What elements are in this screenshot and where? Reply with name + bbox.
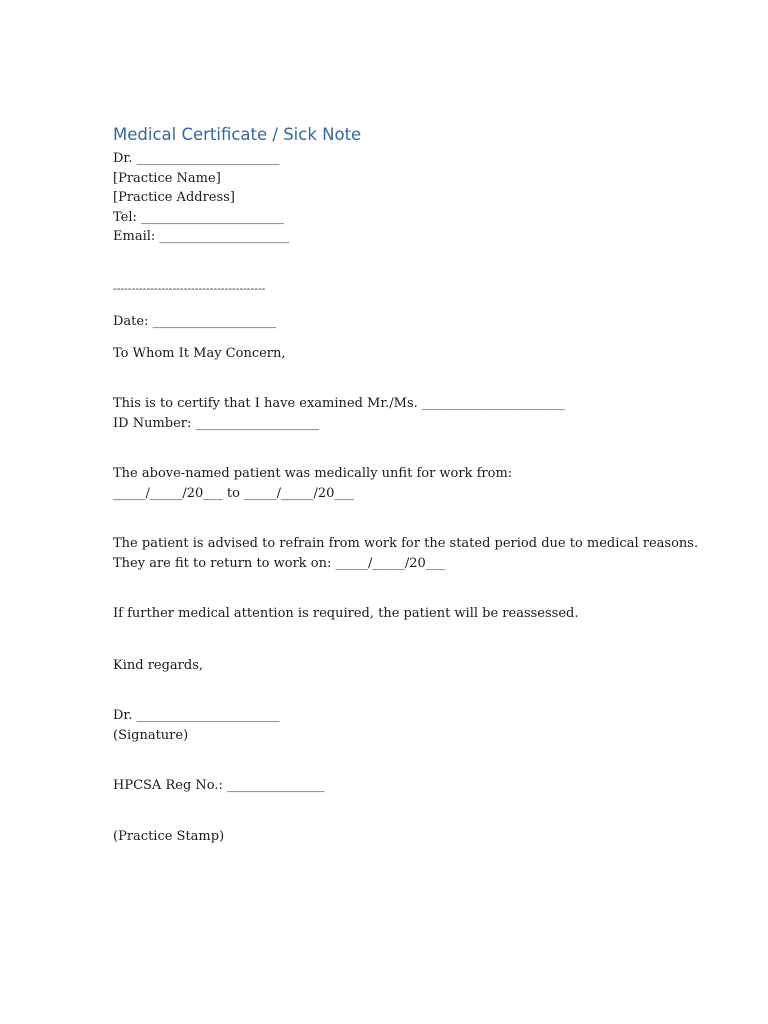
dashed-separator: ----------------------------------------- [113, 281, 266, 295]
salutation: To Whom It May Concern, [113, 345, 286, 361]
hpcsa-reg-field: HPCSA Reg No.: _______________ [113, 778, 325, 793]
document-title: Medical Certificate / Sick Note [113, 125, 362, 144]
closing-line: Kind regards, [113, 657, 204, 673]
reassess-paragraph [113, 604, 713, 624]
closing-section [113, 656, 713, 676]
practice-name: [Practice Name] [113, 170, 221, 186]
practice-address: [Practice Address] [113, 190, 235, 205]
reassess-line: If further medical attention is required, the patient will be reassessed. [113, 606, 579, 621]
id-number-field: ID Number: ___________________ [113, 415, 320, 431]
stamp-section [113, 827, 713, 847]
advice-line: The patient is advised to refrain from work for the stated period due to medical reasons. [113, 536, 699, 551]
tel-field: Tel: ______________________ [113, 209, 285, 225]
doctor-name-field: Dr. ______________________ [113, 151, 280, 166]
signature-doctor-field: Dr. ______________________ [113, 708, 280, 723]
separator-line [113, 279, 713, 299]
date-section [113, 312, 713, 332]
practice-stamp-label: (Practice Stamp) [113, 828, 225, 844]
salutation-section [113, 344, 713, 364]
unfit-line: The above-named patient was medically unfit for work from: [113, 466, 513, 481]
advice-paragraph [113, 534, 713, 573]
certify-line: This is to certify that I have examined Mr./Ms. ______________________ [113, 396, 565, 411]
unfit-date-range: _____/_____/20___ to _____/_____/20___ [113, 485, 354, 501]
certify-paragraph [113, 394, 713, 433]
signature-label: (Signature) [113, 727, 189, 743]
practice-header [113, 149, 713, 247]
email-field: Email: ____________________ [113, 229, 290, 244]
return-date-field: They are fit to return to work on: _____/_____/20___ [113, 555, 446, 571]
signature-section [113, 706, 713, 745]
date-field: Date: ___________________ [113, 314, 277, 329]
hpcsa-section [113, 776, 713, 796]
certificate-body [113, 124, 713, 846]
unfit-paragraph [113, 464, 713, 503]
